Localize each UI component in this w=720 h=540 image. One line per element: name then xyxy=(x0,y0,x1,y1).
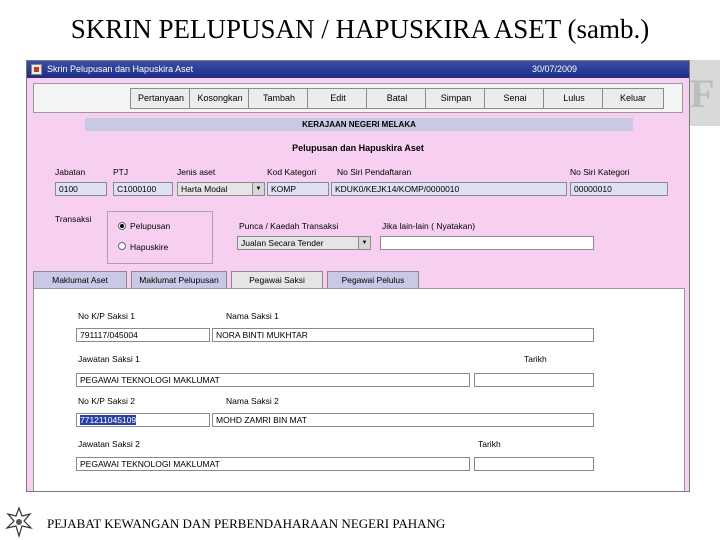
jenis-aset-select[interactable] xyxy=(177,182,265,196)
kp-saksi1-label: No K/P Saksi 1 xyxy=(78,311,136,321)
chevron-down-icon[interactable]: ▼ xyxy=(252,183,264,195)
chevron-down-icon[interactable]: ▼ xyxy=(358,237,370,249)
jawatan-saksi2-label: Jawatan Saksi 2 xyxy=(78,439,140,449)
toolbar xyxy=(33,83,683,113)
tab-maklumat-aset[interactable]: Maklumat Aset xyxy=(33,271,127,289)
kod-kategori-label: Kod Kategori xyxy=(267,167,317,177)
tarikh-saksi2-label: Tarikh xyxy=(478,439,501,449)
jawatan-saksi1-label: Jawatan Saksi 1 xyxy=(78,354,140,364)
transaksi-group xyxy=(107,211,213,264)
app-icon xyxy=(31,64,42,75)
batal-button[interactable]: Batal xyxy=(366,88,428,109)
hapuskira-radio[interactable] xyxy=(118,242,126,250)
footer-text: PEJABAT KEWANGAN DAN PERBENDAHARAAN NEGERI PAHANG xyxy=(47,516,446,531)
pelupusan-label: Pelupusan xyxy=(130,221,171,231)
ptj-field[interactable]: C1000100 xyxy=(113,182,173,196)
ptj-label: PTJ xyxy=(113,167,129,177)
window-date: 30/07/2009 xyxy=(532,64,578,74)
no-siri-kategori-label: No Siri Kategori xyxy=(570,167,630,177)
tarikh-saksi1-field[interactable] xyxy=(474,373,594,387)
pelupusan-radio[interactable] xyxy=(118,222,126,230)
nama-saksi1-label: Nama Saksi 1 xyxy=(226,311,279,321)
no-siri-pendaftaran-field[interactable]: KDUK0/KEJK14/KOMP/0000010 xyxy=(331,182,567,196)
section-heading: Pelupusan dan Hapuskira Aset xyxy=(292,143,424,153)
tab-pegawai-saksi[interactable]: Pegawai Saksi xyxy=(231,271,323,289)
edit-button[interactable]: Edit xyxy=(307,88,369,109)
kp-saksi2-field[interactable] xyxy=(76,413,210,427)
jika-lain-field[interactable] xyxy=(380,236,594,250)
jawatan-saksi2-field[interactable]: PEGAWAI TEKNOLOGI MAKLUMAT xyxy=(76,457,470,471)
window-titlebar xyxy=(27,61,689,78)
tambah-button[interactable]: Tambah xyxy=(248,88,310,109)
nama-saksi2-label: Nama Saksi 2 xyxy=(226,396,279,406)
tab-maklumat-pelupusan[interactable]: Maklumat Pelupusan xyxy=(131,271,227,289)
no-siri-kategori-field[interactable]: 00000010 xyxy=(570,182,668,196)
transaksi-label: Transaksi xyxy=(55,214,92,224)
lulus-button[interactable]: Lulus xyxy=(543,88,605,109)
punca-value: Jualan Secara Tender xyxy=(241,238,324,248)
simpan-button[interactable]: Simpan xyxy=(425,88,487,109)
kp-saksi1-field[interactable]: 791117/045004 xyxy=(76,328,210,342)
jenis-aset-value: Harta Modal xyxy=(181,184,228,194)
kosongkan-button[interactable]: Kosongkan xyxy=(189,88,251,109)
crest-icon xyxy=(4,506,34,538)
window-title: Skrin Pelupusan dan Hapuskira Aset xyxy=(47,64,194,74)
senai-button[interactable]: Senai xyxy=(484,88,546,109)
slide-title: SKRIN PELUPUSAN / HAPUSKIRA ASET (samb.) xyxy=(70,14,650,44)
tarikh-saksi2-field[interactable] xyxy=(474,457,594,471)
jenis-aset-label: Jenis aset xyxy=(177,167,216,177)
hapuskira-label: Hapuskire xyxy=(130,242,169,252)
keluar-button[interactable]: Keluar xyxy=(602,88,664,109)
tab-pegawai-pelulus[interactable]: Pegawai Pelulus xyxy=(327,271,419,289)
kod-kategori-field[interactable]: KOMP xyxy=(267,182,329,196)
kp-saksi2-value: 771211045109 xyxy=(80,415,137,425)
no-siri-pendaftaran-label: No Siri Pendaftaran xyxy=(337,167,412,177)
organisation-banner: KERAJAAN NEGERI MELAKA xyxy=(85,118,633,131)
tarikh-saksi1-label: Tarikh xyxy=(524,354,547,364)
jawatan-saksi1-field[interactable]: PEGAWAI TEKNOLOGI MAKLUMAT xyxy=(76,373,470,387)
nama-saksi1-field[interactable]: NORA BINTI MUKHTAR xyxy=(212,328,594,342)
kp-saksi2-label: No K/P Saksi 2 xyxy=(78,396,136,406)
punca-label: Punca / Kaedah Transaksi xyxy=(239,221,339,231)
decorative-letter: F xyxy=(690,71,715,116)
nama-saksi2-field[interactable]: MOHD ZAMRI BIN MAT xyxy=(212,413,594,427)
punca-select[interactable] xyxy=(237,236,371,250)
jabatan-label: Jabatan xyxy=(55,167,86,177)
pegawai-saksi-panel xyxy=(33,288,685,492)
pertanyaan-button[interactable]: Pertanyaan xyxy=(130,88,192,109)
jabatan-field[interactable]: 0100 xyxy=(55,182,107,196)
app-window xyxy=(26,60,690,492)
jika-lain-label: Jika lain-lain ( Nyatakan) xyxy=(382,221,476,231)
